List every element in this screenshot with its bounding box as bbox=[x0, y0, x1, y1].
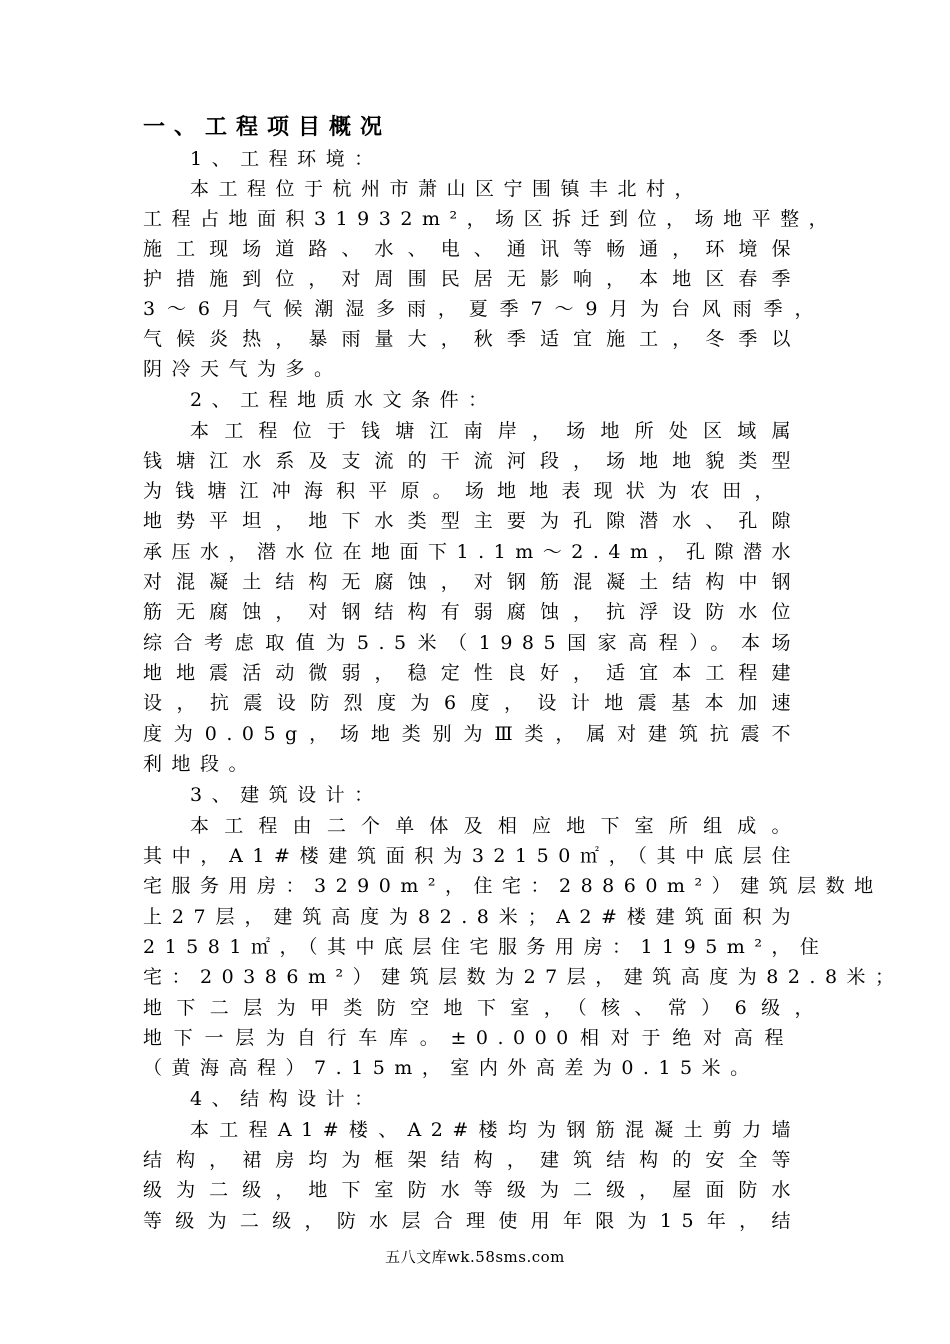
paragraph-line: 对混凝土结构无腐蚀，对钢筋混凝土结构中钢 bbox=[143, 571, 800, 593]
paragraph-line: 宅服务用房：3290m²，住宅：28860m²）建筑层数地 bbox=[143, 875, 883, 897]
subsection-heading-3: 3、建筑设计： bbox=[190, 784, 383, 806]
paragraph-line: 级为二级，地下室防水等级为二级，屋面防水 bbox=[143, 1179, 800, 1201]
paragraph-line: 工程占地面积31932m²，场区拆迁到位，场地平整， bbox=[143, 208, 838, 230]
paragraph-line: 护措施到位，对周围民居无影响，本地区春季 bbox=[143, 268, 800, 290]
paragraph-line: 地下一层为自行车库。±0.000相对于绝对高程 bbox=[143, 1027, 793, 1049]
paragraph-line: 承压水，潜水位在地面下1.1m～2.4m，孔隙潜水 bbox=[143, 541, 800, 563]
paragraph-line: （黄海高程）7.15m，室内外高差为0.15米。 bbox=[143, 1057, 759, 1079]
paragraph-line: 阴冷天气为多。 bbox=[143, 358, 343, 380]
subsection-heading-4: 4、结构设计： bbox=[190, 1088, 383, 1110]
paragraph-line: 其中，A1#楼建筑面积为32150㎡，（其中底层住 bbox=[143, 845, 800, 867]
paragraph-line: 钱塘江水系及支流的干流河段，场地地貌类型 bbox=[143, 450, 800, 472]
paragraph-line: 结构，裙房均为框架结构，建筑结构的安全等 bbox=[143, 1149, 800, 1171]
paragraph-line: 气候炎热，暴雨量大，秋季适宜施工，冬季以 bbox=[143, 328, 800, 350]
paragraph-line: 宅：20386m²）建筑层数为27层，建筑高度为82.8米； bbox=[143, 966, 904, 988]
paragraph-line: 施工现场道路、水、电、通讯等畅通，环境保 bbox=[143, 238, 800, 260]
paragraph-line: 为钱塘江冲海积平原。场地地表现状为农田， bbox=[143, 480, 783, 502]
paragraph-line: 地下二层为甲类防空地下室，（核、常）6级， bbox=[143, 997, 823, 1019]
paragraph-line: 度为0.05g，场地类别为Ⅲ类，属对建筑抗震不 bbox=[143, 723, 800, 745]
paragraph-line: 本工程由二个单体及相应地下室所组成。 bbox=[190, 815, 800, 837]
paragraph-line: 筋无腐蚀，对钢结构有弱腐蚀，抗浮设防水位 bbox=[143, 601, 800, 623]
paragraph-line: 地势平坦，地下水类型主要为孔隙潜水、孔隙 bbox=[143, 510, 800, 532]
subsection-heading-2: 2、工程地质水文条件： bbox=[190, 389, 497, 411]
paragraph-line: 利地段。 bbox=[143, 753, 258, 775]
paragraph-line: 3～6月气候潮湿多雨，夏季7～9月为台风雨季， bbox=[143, 298, 823, 320]
paragraph-line: 21581㎡，（其中底层住宅服务用房：1195m²，住 bbox=[143, 936, 829, 958]
section-heading: 一、工程项目概况 bbox=[143, 114, 392, 140]
footer-watermark: 五八文库wk.58sms.com bbox=[385, 1248, 565, 1266]
paragraph-line: 本工程位于杭州市萧山区宁围镇丰北村， bbox=[190, 178, 704, 200]
paragraph-line: 设，抗震设防烈度为6度，设计地震基本加速 bbox=[143, 692, 800, 714]
paragraph-line: 本工程A1#楼、A2#楼均为钢筋混凝土剪力墙 bbox=[190, 1119, 800, 1141]
paragraph-line: 等级为二级，防水层合理使用年限为15年，结 bbox=[143, 1210, 800, 1232]
paragraph-line: 地地震活动微弱，稳定性良好，适宜本工程建 bbox=[143, 662, 800, 684]
paragraph-line: 上27层，建筑高度为82.8米；A2#楼建筑面积为 bbox=[143, 906, 800, 928]
subsection-heading-1: 1、工程环境： bbox=[190, 148, 383, 170]
paragraph-line: 本工程位于钱塘江南岸，场地所处区域属 bbox=[190, 420, 800, 442]
paragraph-line: 综合考虑取值为5.5米（1985国家高程）。本场 bbox=[143, 632, 800, 654]
